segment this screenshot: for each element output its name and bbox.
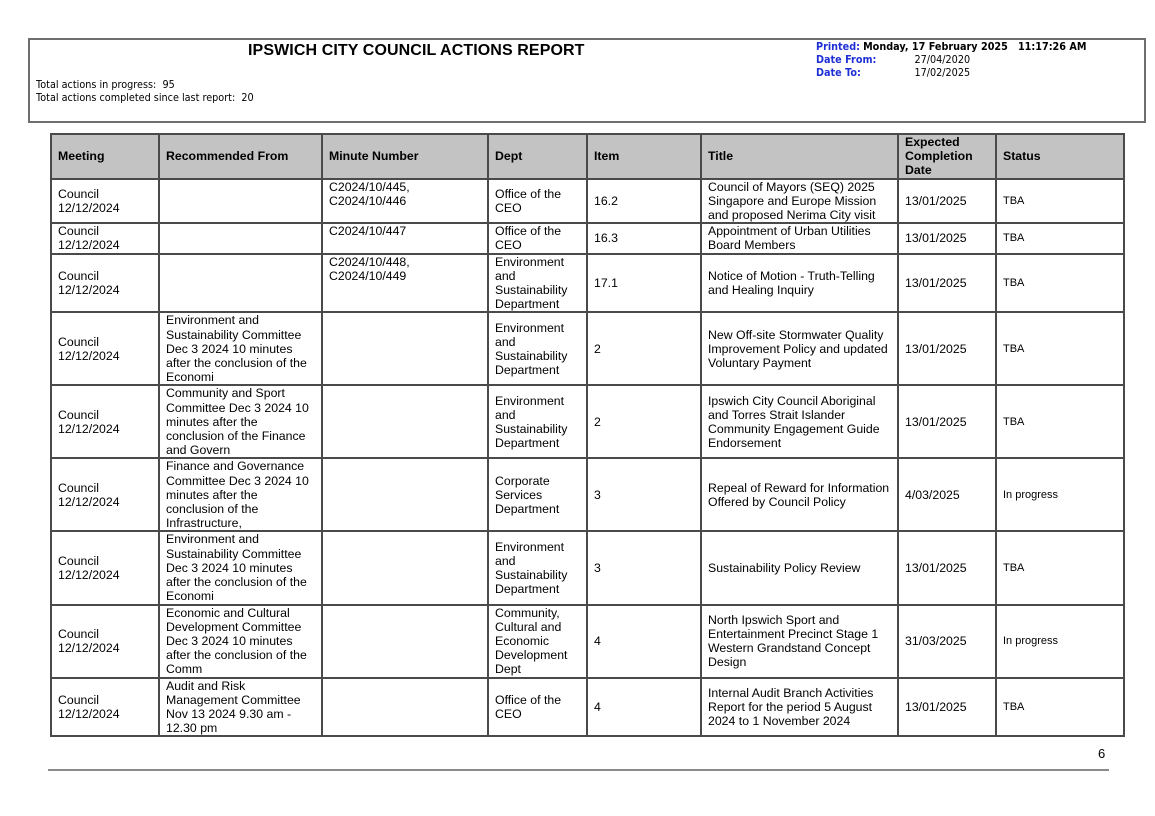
cell-expected-date: 13/01/2025 <box>898 254 996 313</box>
table-row <box>51 385 1124 458</box>
cell-dept: Corporate Services Department <box>488 458 587 531</box>
printed-label: Printed: <box>816 41 860 53</box>
table-row <box>51 312 1124 385</box>
cell-status: TBA <box>996 223 1124 253</box>
cell-status: TBA <box>996 678 1124 737</box>
cell-item: 16.3 <box>587 223 701 253</box>
cell-recommended-from: Audit and Risk Management Committee Nov 13 2024 9.30 am - 12.30 pm <box>159 678 322 737</box>
cell-status: In progress <box>996 605 1124 678</box>
cell-item: 2 <box>587 312 701 385</box>
cell-dept: Office of the CEO <box>488 223 587 253</box>
cell-minute-number <box>322 458 488 531</box>
cell-status: TBA <box>996 385 1124 458</box>
cell-meeting: Council 12/12/2024 <box>51 312 159 385</box>
header-row <box>51 134 1124 179</box>
in-progress-label: Total actions in progress: <box>36 79 157 91</box>
col-header-dept: Dept <box>488 134 587 179</box>
cell-meeting: Council 12/12/2024 <box>51 223 159 253</box>
printed-value: Monday, 17 February 2025 11:17:26 AM <box>863 41 1087 53</box>
cell-meeting: Council 12/12/2024 <box>51 531 159 604</box>
table-row <box>51 223 1124 253</box>
cell-minute-number: C2024/10/445, C2024/10/446 <box>322 179 488 224</box>
table-row <box>51 531 1124 604</box>
cell-status: TBA <box>996 531 1124 604</box>
cell-recommended-from <box>159 223 322 253</box>
cell-meeting: Council 12/12/2024 <box>51 605 159 678</box>
cell-title: Repeal of Reward for Information Offered by Council Policy <box>701 458 898 531</box>
completed-value: 20 <box>241 92 254 104</box>
cell-expected-date: 13/01/2025 <box>898 223 996 253</box>
cell-minute-number <box>322 312 488 385</box>
cell-dept: Environment and Sustainability Department <box>488 531 587 604</box>
cell-minute-number <box>322 385 488 458</box>
cell-recommended-from: Environment and Sustainability Committee Dec 3 2024 10 minutes after the conclusion of the Economi <box>159 531 322 604</box>
cell-recommended-from: Community and Sport Committee Dec 3 2024 10 minutes after the conclusion of the Finance and Govern <box>159 385 322 458</box>
col-header-item: Item <box>587 134 701 179</box>
date-to-label: Date To: <box>816 67 861 79</box>
total-completed <box>36 92 254 105</box>
cell-minute-number: C2024/10/448, C2024/10/449 <box>322 254 488 313</box>
cell-item: 4 <box>587 678 701 737</box>
completed-label: Total actions completed since last report: <box>36 92 236 104</box>
cell-expected-date: 13/01/2025 <box>898 312 996 385</box>
table-row <box>51 605 1124 678</box>
cell-title: Appointment of Urban Utilities Board Members <box>701 223 898 253</box>
cell-status: TBA <box>996 312 1124 385</box>
cell-meeting: Council 12/12/2024 <box>51 254 159 313</box>
in-progress-value: 95 <box>162 79 175 91</box>
col-header-expected-completion-date: Expected Completion Date <box>898 134 996 179</box>
table-row <box>51 179 1124 224</box>
cell-recommended-from: Environment and Sustainability Committee Dec 3 2024 10 minutes after the conclusion of the Economi <box>159 312 322 385</box>
table-row <box>51 458 1124 531</box>
report-meta <box>816 41 1086 80</box>
cell-dept: Environment and Sustainability Department <box>488 254 587 313</box>
cell-recommended-from: Finance and Governance Committee Dec 3 2024 10 minutes after the conclusion of the Infrastructure, <box>159 458 322 531</box>
printed-row <box>816 41 1086 54</box>
cell-expected-date: 31/03/2025 <box>898 605 996 678</box>
cell-title: Notice of Motion - Truth-Telling and Healing Inquiry <box>701 254 898 313</box>
cell-item: 4 <box>587 605 701 678</box>
cell-title: Ipswich City Council Aboriginal and Torres Strait Islander Community Engagement Guide Endorsement <box>701 385 898 458</box>
totals-summary <box>36 79 254 105</box>
cell-dept: Environment and Sustainability Department <box>488 385 587 458</box>
cell-meeting: Council 12/12/2024 <box>51 458 159 531</box>
cell-item: 16.2 <box>587 179 701 224</box>
cell-expected-date: 13/01/2025 <box>898 179 996 224</box>
col-header-meeting: Meeting <box>51 134 159 179</box>
cell-item: 3 <box>587 531 701 604</box>
cell-status: TBA <box>996 179 1124 224</box>
table-row <box>51 254 1124 313</box>
cell-dept: Office of the CEO <box>488 678 587 737</box>
date-from-label: Date From: <box>816 54 877 66</box>
cell-minute-number <box>322 531 488 604</box>
cell-minute-number: C2024/10/447 <box>322 223 488 253</box>
cell-minute-number <box>322 678 488 737</box>
cell-meeting: Council 12/12/2024 <box>51 385 159 458</box>
cell-meeting: Council 12/12/2024 <box>51 678 159 737</box>
cell-recommended-from <box>159 254 322 313</box>
date-to-row <box>816 67 1086 80</box>
footer-divider <box>48 769 1109 771</box>
cell-item: 2 <box>587 385 701 458</box>
cell-title: Internal Audit Branch Activities Report for the period 5 August 2024 to 1 November 2024 <box>701 678 898 737</box>
cell-title: North Ipswich Sport and Entertainment Precinct Stage 1 Western Grandstand Concept Design <box>701 605 898 678</box>
table-row <box>51 678 1124 737</box>
cell-expected-date: 13/01/2025 <box>898 678 996 737</box>
col-header-title: Title <box>701 134 898 179</box>
cell-status: TBA <box>996 254 1124 313</box>
cell-item: 3 <box>587 458 701 531</box>
col-header-recommended-from: Recommended From <box>159 134 322 179</box>
cell-recommended-from: Economic and Cultural Development Committee Dec 3 2024 10 minutes after the conclusion of the Comm <box>159 605 322 678</box>
report-title: IPSWICH CITY COUNCIL ACTIONS REPORT <box>248 42 585 59</box>
cell-status: In progress <box>996 458 1124 531</box>
cell-minute-number <box>322 605 488 678</box>
cell-dept: Office of the CEO <box>488 179 587 224</box>
cell-dept: Environment and Sustainability Department <box>488 312 587 385</box>
actions-table <box>50 133 1125 737</box>
report-header <box>28 38 1146 123</box>
cell-expected-date: 13/01/2025 <box>898 385 996 458</box>
col-header-minute-number: Minute Number <box>322 134 488 179</box>
cell-title: New Off-site Stormwater Quality Improvement Policy and updated Voluntary Payment <box>701 312 898 385</box>
cell-recommended-from <box>159 179 322 224</box>
cell-title: Sustainability Policy Review <box>701 531 898 604</box>
date-from-row <box>816 54 1086 67</box>
page-number: 6 <box>1098 746 1106 761</box>
cell-expected-date: 4/03/2025 <box>898 458 996 531</box>
cell-item: 17.1 <box>587 254 701 313</box>
cell-title: Council of Mayors (SEQ) 2025 Singapore and Europe Mission and proposed Nerima City visit <box>701 179 898 224</box>
date-from-value: 27/04/2020 <box>914 54 971 66</box>
date-to-value: 17/02/2025 <box>914 67 971 79</box>
total-in-progress <box>36 79 254 92</box>
cell-expected-date: 13/01/2025 <box>898 531 996 604</box>
col-header-status: Status <box>996 134 1124 179</box>
cell-meeting: Council 12/12/2024 <box>51 179 159 224</box>
cell-dept: Community, Cultural and Economic Development Dept <box>488 605 587 678</box>
